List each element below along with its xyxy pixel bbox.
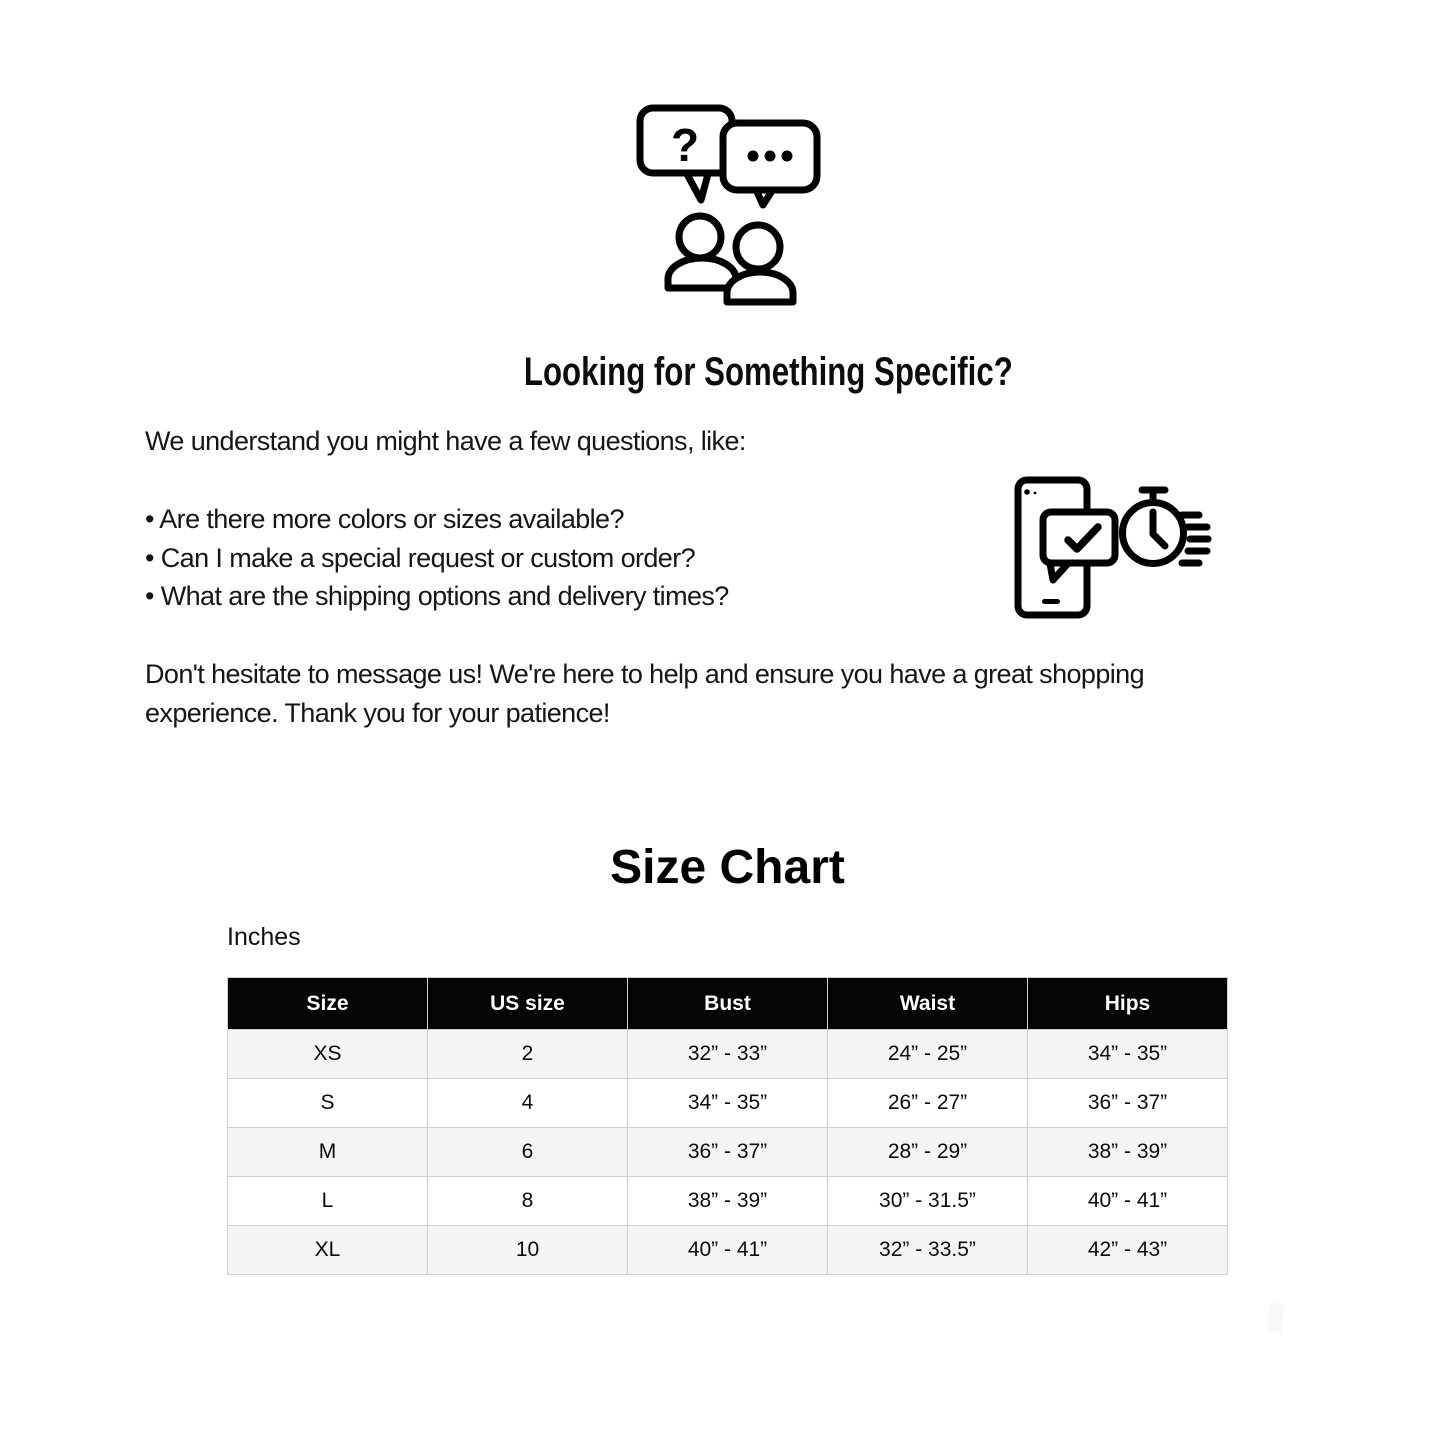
message-line: experience. Thank you for your patience! [145,697,610,728]
person-body [727,272,793,302]
ellipsis-dot [748,151,759,162]
table-cell: 32” - 33” [628,1030,828,1079]
table-row [228,1177,1228,1226]
table-cell: 32” - 33.5” [828,1226,1028,1275]
size-chart-title: Size Chart [610,841,845,894]
table-cell: 24” - 25” [828,1030,1028,1079]
phone-camera-dot [1034,492,1037,495]
intro-text: We understand you might have a few questions, like: [145,426,746,456]
person-head [736,225,780,269]
message-text [145,655,1144,732]
question-item: • What are the shipping options and delivery times? [145,581,729,612]
table-cell: 36” - 37” [1028,1079,1228,1128]
table-cell: 36” - 37” [628,1128,828,1177]
person-head [679,216,721,258]
message-bubble [1043,512,1115,563]
table-cell: M [228,1128,428,1177]
table-cell: 38” - 39” [628,1177,828,1226]
phone-camera-dot [1024,489,1030,495]
table-cell: 10 [428,1226,628,1275]
column-header-size: Size [228,978,428,1030]
question-item: • Are there more colors or sizes available? [145,504,624,534]
column-header-bust: Bust [628,978,828,1030]
table-cell: 34” - 35” [1028,1030,1228,1079]
person-body [668,258,736,288]
table-cell: 8 [428,1177,628,1226]
table-cell: 40” - 41” [628,1226,828,1275]
message-line: Don't hesitate to message us! We're here to help and ensure you have a great shopping [145,659,1144,689]
table-cell: 6 [428,1128,628,1177]
table-cell: 2 [428,1030,628,1079]
table-row [228,1226,1228,1275]
table-row [228,1128,1228,1177]
table-cell: L [228,1177,428,1226]
table-cell: 30” - 31.5” [828,1177,1028,1226]
table-cell: XL [228,1226,428,1275]
column-header-waist: Waist [828,978,1028,1030]
column-header-hips: Hips [1028,978,1228,1030]
table-cell: 40” - 41” [1028,1177,1228,1226]
table-cell: 28” - 29” [828,1128,1028,1177]
phone-message-timer-icon [1012,474,1212,622]
table-cell: 38” - 39” [1028,1128,1228,1177]
table-cell: S [228,1079,428,1128]
size-chart-table [227,977,1228,1275]
table-cell: 42” - 43” [1028,1226,1228,1275]
units-label: Inches [227,923,301,951]
ellipsis-dot [765,151,776,162]
table-row [228,1079,1228,1128]
table-cell: XS [228,1030,428,1079]
table-cell: 26” - 27” [828,1079,1028,1128]
question-list [145,500,729,616]
table-header-row [228,978,1228,1030]
chat-people-icon [635,103,821,308]
table-row [228,1030,1228,1079]
question-mark-glyph: ? [670,119,700,171]
ellipsis-dot [782,151,793,162]
column-header-us-size: US size [428,978,628,1030]
phone-home-bar [1042,599,1060,604]
page-title: Looking for Something Specific? [524,350,1013,394]
table-cell: 4 [428,1079,628,1128]
table-cell: 34” - 35” [628,1079,828,1128]
watermark-artifact [1266,1302,1285,1334]
question-item: • Can I make a special request or custom order? [145,542,696,573]
